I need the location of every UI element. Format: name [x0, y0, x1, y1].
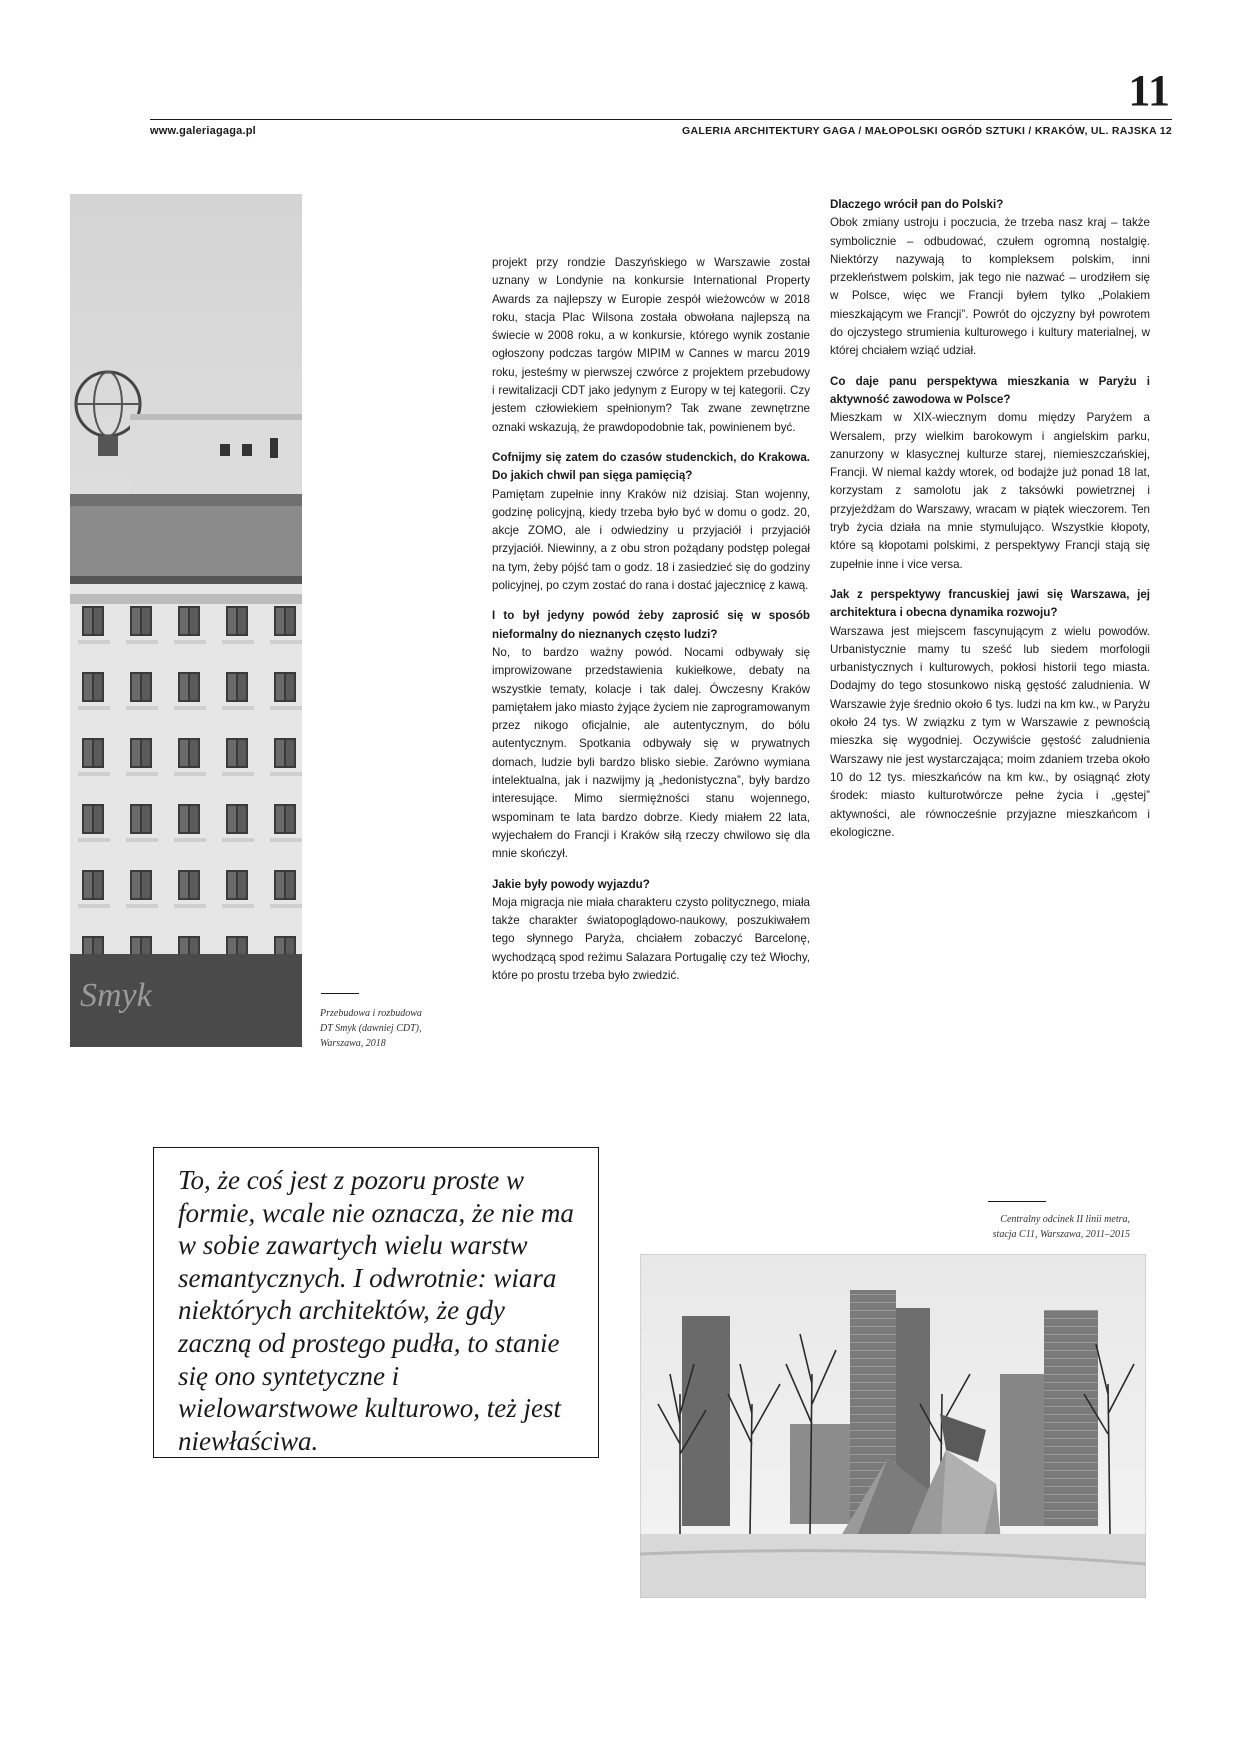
qa-block — [830, 196, 1150, 361]
answer: No, to bardzo ważny powód. Nocami odbywały się improwizowane przedstawienia kukiełkowe, debaty na wszystkie tematy, kolacje i tak dalej. Ówczesny Kraków pamiętałem jako miasto żyjące życiem nie zaprogramowanym przez nikogo oficjalnie, ale autentycznym, do bólu autentycznym. Spotkania odbywały się w prywatnych domach, ludzie byli bardzo blisko siebie. Zarówno wymiana intelektualna, jak i nazwijmy ją „hedonistyczna”, były bardzo interesujące. Mimo siermiężności stanu wojennego, wspominam te lata bardzo dobrze. Kiedy miałem 22 lata, wyjechałem do Francji i Kraków siłą rzeczy chwilowo się dla mnie skończył. — [492, 645, 810, 861]
paragraph: projekt przy rondzie Daszyńskiego w Warszawie został uznany w Londynie na konkursie International Property Awards za najlepszy w Europie zespół wieżowców w 2018 roku, stacja Plac Wilsona została obwołana najlepszą na świecie w 2008 roku, a w konkursie, którego wynik zostanie ogłoszony podczas targów MIPIM w Cannes w marcu 2019 roku, jesteśmy w pierwszej czwórce z projektem przebudowy i rewitalizacji CDT jako jedynym z Europy w tej kategorii. Czy jestem człowiekiem spełnionym? Tak zwane zewnętrzne oznaki wskazują, że prawdopodobnie tak, powinienem być. — [492, 256, 810, 434]
caption-rule — [988, 1201, 1046, 1202]
qa-block — [492, 449, 810, 595]
question: Jakie były powody wyjazdu? — [492, 877, 650, 891]
caption-line: Warszawa, 2018 — [320, 1038, 386, 1049]
photo-bottom-caption — [900, 1212, 1130, 1242]
caption-line: Centralny odcinek II linii metra, — [1000, 1214, 1130, 1225]
photo-left-caption — [320, 1006, 450, 1051]
metro-station-photo — [640, 1254, 1146, 1598]
building-photo — [70, 194, 302, 1047]
answer: Warszawa jest miejscem fascynującym z wielu powodów. Urbanistycznie mamy tu sześć lub siedem morfologii urbanistycznych i kulturowych, pokłosi historii tego miasta. Dodajmy do tego stosunkowo niską gęstość zaludnienia. W Warszawie żyje średnio około 6 tys. ludzi na km kw., w Paryżu około 24 tys. W związku z tym w Warszawie z pewnością mieszka się wygodniej. Oczywiście gęstość zaludnienia Warszawy nie jest wystarczająca; moim zdaniem trzeba około 10 do 12 tys. mieszkańców na km kw., by osiągnąć złoty środek: miasto kulturotwórcze pełne życia i „gęstej” aktywności, ale równocześnie przyjazne mieszkańcom i ekologiczne. — [830, 624, 1150, 839]
caption-line: Przebudowa i rozbudowa — [320, 1008, 422, 1019]
building-photo-illustration — [70, 194, 302, 1047]
pullquote: To, że coś jest z pozoru proste w formie, wcale nie oznacza, że nie ma w sobie zawartych wielu warstw semantycznych. I odwrotnie: wiara niektórych architektów, że gdy zaczną od prostego pudła, to stanie się ono syntetyczne i wielowarstwowe kulturowo, też jest niewłaściwa. — [178, 1165, 574, 1456]
answer: Pamiętam zupełnie inny Kraków niż dzisiaj. Stan wojenny, godzinę policyjną, kiedy trzeba było być w domu o godz. 20, akcje ZOMO, ale i odwiedziny u przyjaciół i przyjaciół przyjaciół. Niewinny, a z obu stron pożądany podstęp polegał na tym, żeby pójść tam o godz. 18 i zasiedzieć się do godziny policyjnej, po czym zostać do rana i dostać jajecznicę z kawą. — [492, 487, 810, 593]
qa-block — [830, 373, 1150, 574]
question: I to był jedyny powód żeby zaprosić się w sposób nieformalny do nieznanych często ludzi? — [492, 609, 810, 641]
answer: Moja migracja nie miała charakteru czysto politycznego, miała także charakter światopoglądowo-naukowy, poszukiwałem tego słynnego Paryża, chciałem zobaczyć Barcelonę, wychodzącą spod reżimu Salazara Portugalię czy też Włochy, które po prostu trzeba było zwiedzić. — [492, 895, 810, 982]
caption-line: DT Smyk (dawniej CDT), — [320, 1023, 422, 1034]
qa-block — [830, 586, 1150, 842]
svg-text:Smyk: Smyk — [80, 977, 152, 1014]
question: Dlaczego wrócił pan do Polski? — [830, 198, 1004, 211]
metro-station-photo-illustration — [640, 1254, 1146, 1598]
article-column-1 — [492, 254, 810, 997]
qa-block — [492, 607, 810, 863]
answer: Mieszkam w XIX-wiecznym domu między Paryżem a Wersalem, przy wielkim barokowym i angielskim parku, zanurzony w klasycznej kulturze starej, niemieszczańskiej, Francji. W niemal każdy wtorek, od bodajże już ponad 18 lat, korzystam z samolotu jak z taksówki powietrznej i przyjeżdżam do Warszawy, wracam w piątek wieczorem. Ten tryb życia działa na mnie stymulująco. Wszystkie kłopoty, które są kłopotami polskimi, z perspektywy Francji stają się zupełnie inne i vice versa. — [830, 411, 1150, 571]
qa-block — [492, 876, 810, 986]
caption-rule — [321, 993, 359, 994]
header-rule — [150, 119, 1172, 120]
answer: Obok zmiany ustroju i poczucia, że trzeba nasz kraj – także symbolicznie – odbudować, czułem ogromną nostalgię. Niektórzy nazywają to kompleksem polskim, inni przekleństwem polskim, jak tego nie nazwać – urodziłem się w Polsce, więc we Francji byłem tylko „Polakiem mieszkającym we Francji”. Powrót do ojczyzny był powrotem do ojczystego strumienia kulturowego i kultury materialnej, w której chciałem wziąć udział. — [830, 216, 1150, 358]
question: Jak z perspektywy francuskiej jawi się Warszawa, jej architektura i obecna dynamika rozwoju? — [830, 587, 1150, 620]
caption-line: stacja C11, Warszawa, 2011–2015 — [992, 1229, 1130, 1240]
question: Co daje panu perspektywa mieszkania w Paryżu i aktywność zawodowa w Polsce? — [830, 374, 1150, 406]
header-tagline: GALERIA ARCHITEKTURY GAGA / MAŁOPOLSKI OGRÓD SZTUKI / KRAKÓW, UL. RAJSKA 12 — [682, 125, 1172, 137]
question: Cofnijmy się zatem do czasów studenckich, do Krakowa. Do jakich chwil pan sięga pamięcią? — [492, 450, 810, 483]
site-url[interactable]: www.galeriagaga.pl — [150, 125, 256, 137]
article-column-2 — [830, 196, 1150, 854]
page-number: 11 — [1128, 66, 1170, 115]
